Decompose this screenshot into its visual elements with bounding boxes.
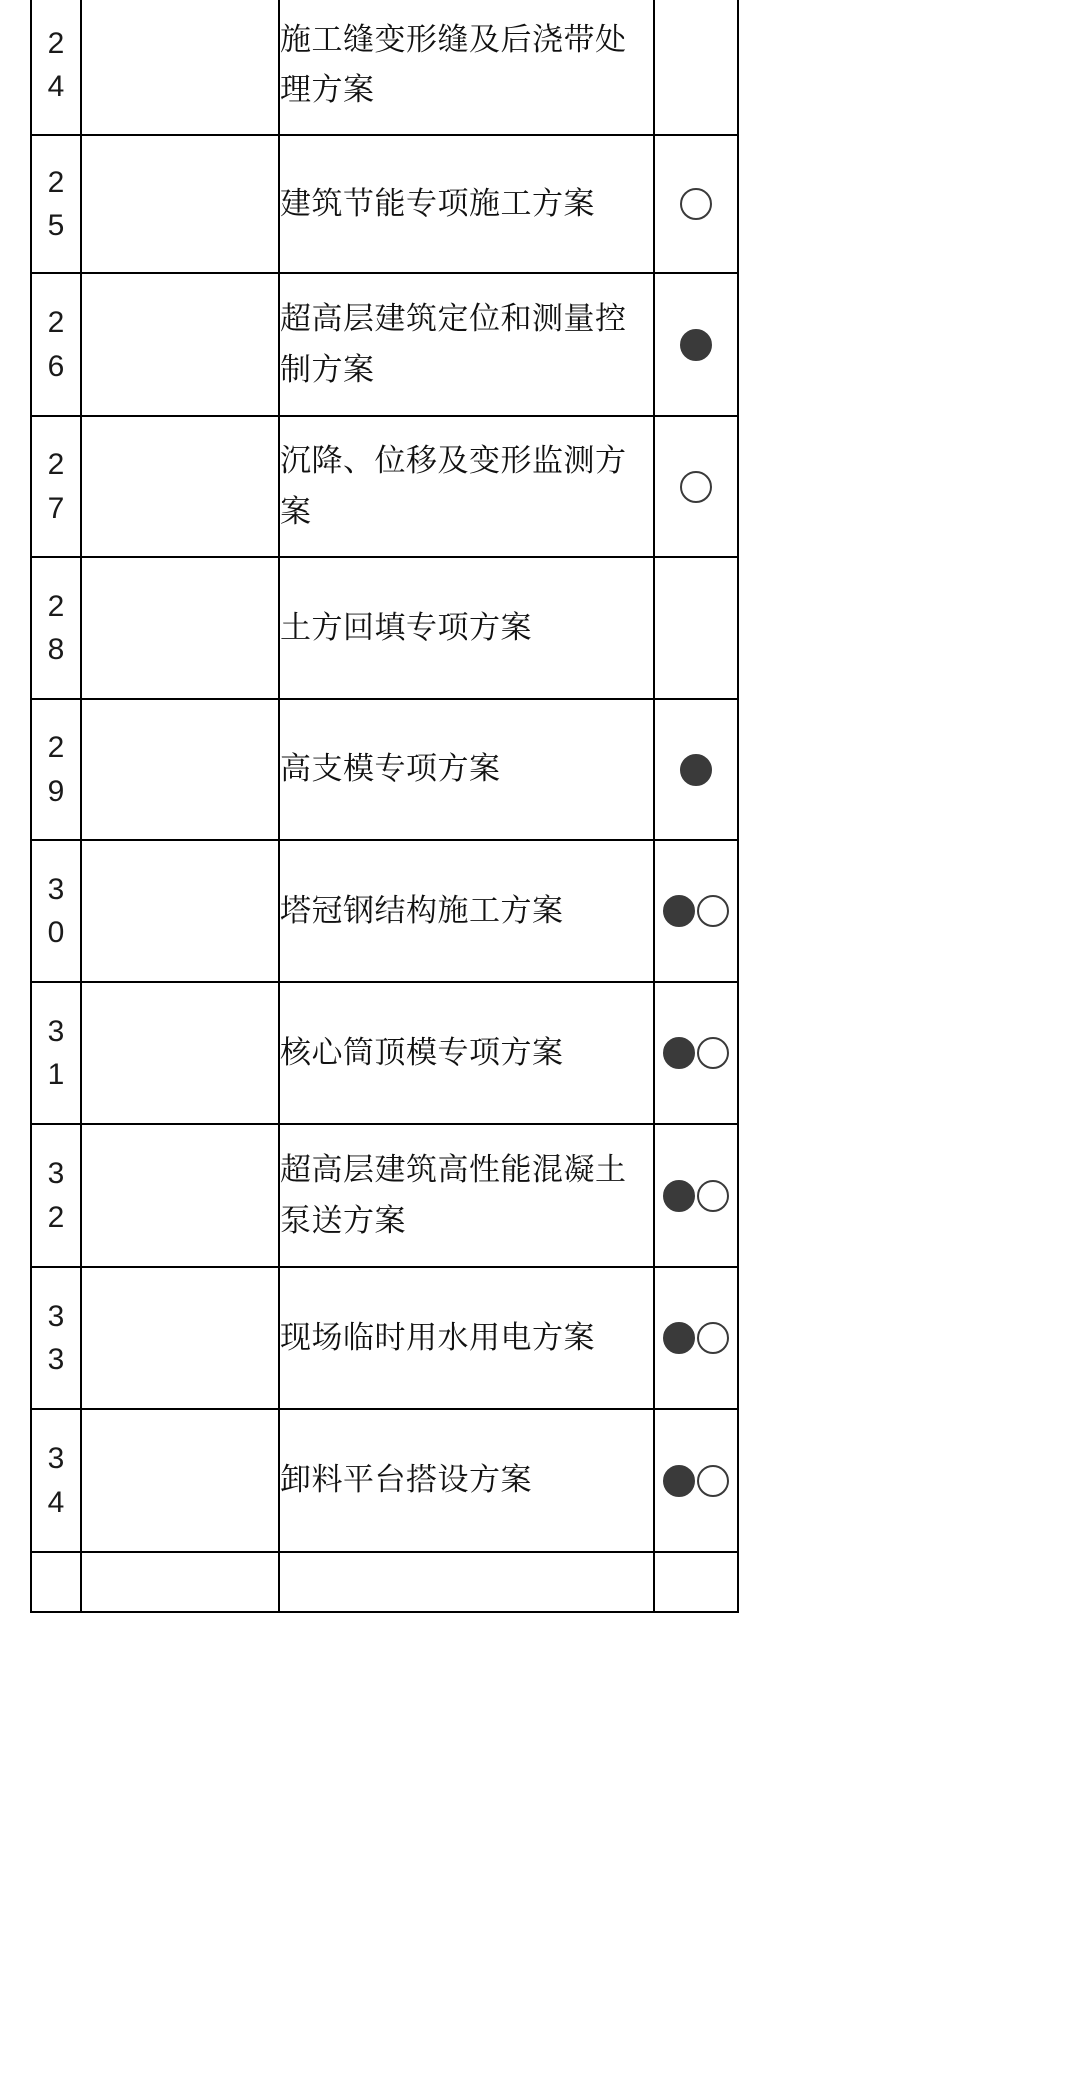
plan-name-cell: 塔冠钢结构施工方案: [279, 840, 654, 982]
row-spacer-cell: [81, 1124, 279, 1267]
row-number: 2 9: [47, 731, 65, 808]
row-number: 3 1: [47, 1014, 65, 1091]
plan-name-cell: 施工缝变形缝及后浇带处理方案: [279, 0, 654, 135]
hollow-circle-icon: [680, 188, 712, 220]
row-number: 2 5: [47, 165, 65, 242]
table-row: [31, 1409, 738, 1552]
row-number-cell: [31, 0, 81, 135]
row-spacer-cell: [81, 699, 279, 840]
filled-circle-icon: [663, 1180, 695, 1212]
table-row: [31, 416, 738, 557]
row-number: 2 4: [47, 26, 65, 103]
mark-cell: [654, 1552, 738, 1612]
row-spacer-cell: [81, 273, 279, 416]
mark-cell: [654, 135, 738, 273]
row-number: 2 7: [47, 448, 65, 525]
row-number-cell: [31, 699, 81, 840]
mark-cell: [654, 1267, 738, 1409]
plan-name-cell: 超高层建筑定位和测量控制方案: [279, 273, 654, 416]
row-number-cell: [31, 135, 81, 273]
plan-name-cell: [279, 1552, 654, 1612]
plan-name-cell: 沉降、位移及变形监测方案: [279, 416, 654, 557]
row-spacer-cell: [81, 1552, 279, 1612]
filled-circle-icon: [663, 1465, 695, 1497]
plan-name-cell: 卸料平台搭设方案: [279, 1409, 654, 1552]
row-number-cell: [31, 840, 81, 982]
table-row: [31, 273, 738, 416]
plan-name-cell: 高支模专项方案: [279, 699, 654, 840]
row-spacer-cell: [81, 1409, 279, 1552]
hollow-circle-icon: [697, 1180, 729, 1212]
plan-name-cell: 建筑节能专项施工方案: [279, 135, 654, 273]
mark-cell: [654, 1409, 738, 1552]
table-body: [31, 0, 738, 1612]
plan-name-cell: 现场临时用水用电方案: [279, 1267, 654, 1409]
row-number: 3 4: [47, 1442, 65, 1519]
row-spacer-cell: [81, 982, 279, 1124]
row-number-cell: [31, 273, 81, 416]
row-number: 3 0: [47, 872, 65, 949]
row-spacer-cell: [81, 557, 279, 699]
page-left-margin: [0, 0, 30, 2094]
hollow-circle-icon: [680, 471, 712, 503]
row-number-cell: [31, 416, 81, 557]
table-row-partial: [31, 1552, 738, 1612]
row-number-cell: [31, 1267, 81, 1409]
row-number: 3 2: [47, 1157, 65, 1234]
table-row: [31, 0, 738, 135]
table-row: [31, 699, 738, 840]
mark-cell: [654, 1124, 738, 1267]
table-row: [31, 1267, 738, 1409]
table-row: [31, 1124, 738, 1267]
filled-circle-icon: [663, 895, 695, 927]
mark-cell: [654, 0, 738, 135]
plan-name-cell: 土方回填专项方案: [279, 557, 654, 699]
table-row: [31, 982, 738, 1124]
hollow-circle-icon: [697, 1465, 729, 1497]
mark-cell: [654, 982, 738, 1124]
row-spacer-cell: [81, 840, 279, 982]
plan-name-cell: 核心筒顶模专项方案: [279, 982, 654, 1124]
row-number-cell: [31, 1552, 81, 1612]
filled-circle-icon: [663, 1037, 695, 1069]
construction-plan-table: [30, 0, 739, 1613]
row-spacer-cell: [81, 135, 279, 273]
mark-cell: [654, 699, 738, 840]
row-spacer-cell: [81, 0, 279, 135]
mark-cell: [654, 557, 738, 699]
mark-cell: [654, 273, 738, 416]
filled-circle-icon: [680, 754, 712, 786]
table-row: [31, 840, 738, 982]
plan-name-cell: 超高层建筑高性能混凝土泵送方案: [279, 1124, 654, 1267]
hollow-circle-icon: [697, 895, 729, 927]
mark-cell: [654, 840, 738, 982]
row-number-cell: [31, 557, 81, 699]
row-number-cell: [31, 1409, 81, 1552]
row-number: 2 8: [47, 589, 65, 666]
hollow-circle-icon: [697, 1322, 729, 1354]
row-spacer-cell: [81, 416, 279, 557]
hollow-circle-icon: [697, 1037, 729, 1069]
row-spacer-cell: [81, 1267, 279, 1409]
row-number: 2 6: [47, 306, 65, 383]
mark-cell: [654, 416, 738, 557]
filled-circle-icon: [663, 1322, 695, 1354]
filled-circle-icon: [680, 329, 712, 361]
row-number-cell: [31, 982, 81, 1124]
row-number-cell: [31, 1124, 81, 1267]
row-number: 3 3: [47, 1299, 65, 1376]
table-row: [31, 557, 738, 699]
table-row: [31, 135, 738, 273]
